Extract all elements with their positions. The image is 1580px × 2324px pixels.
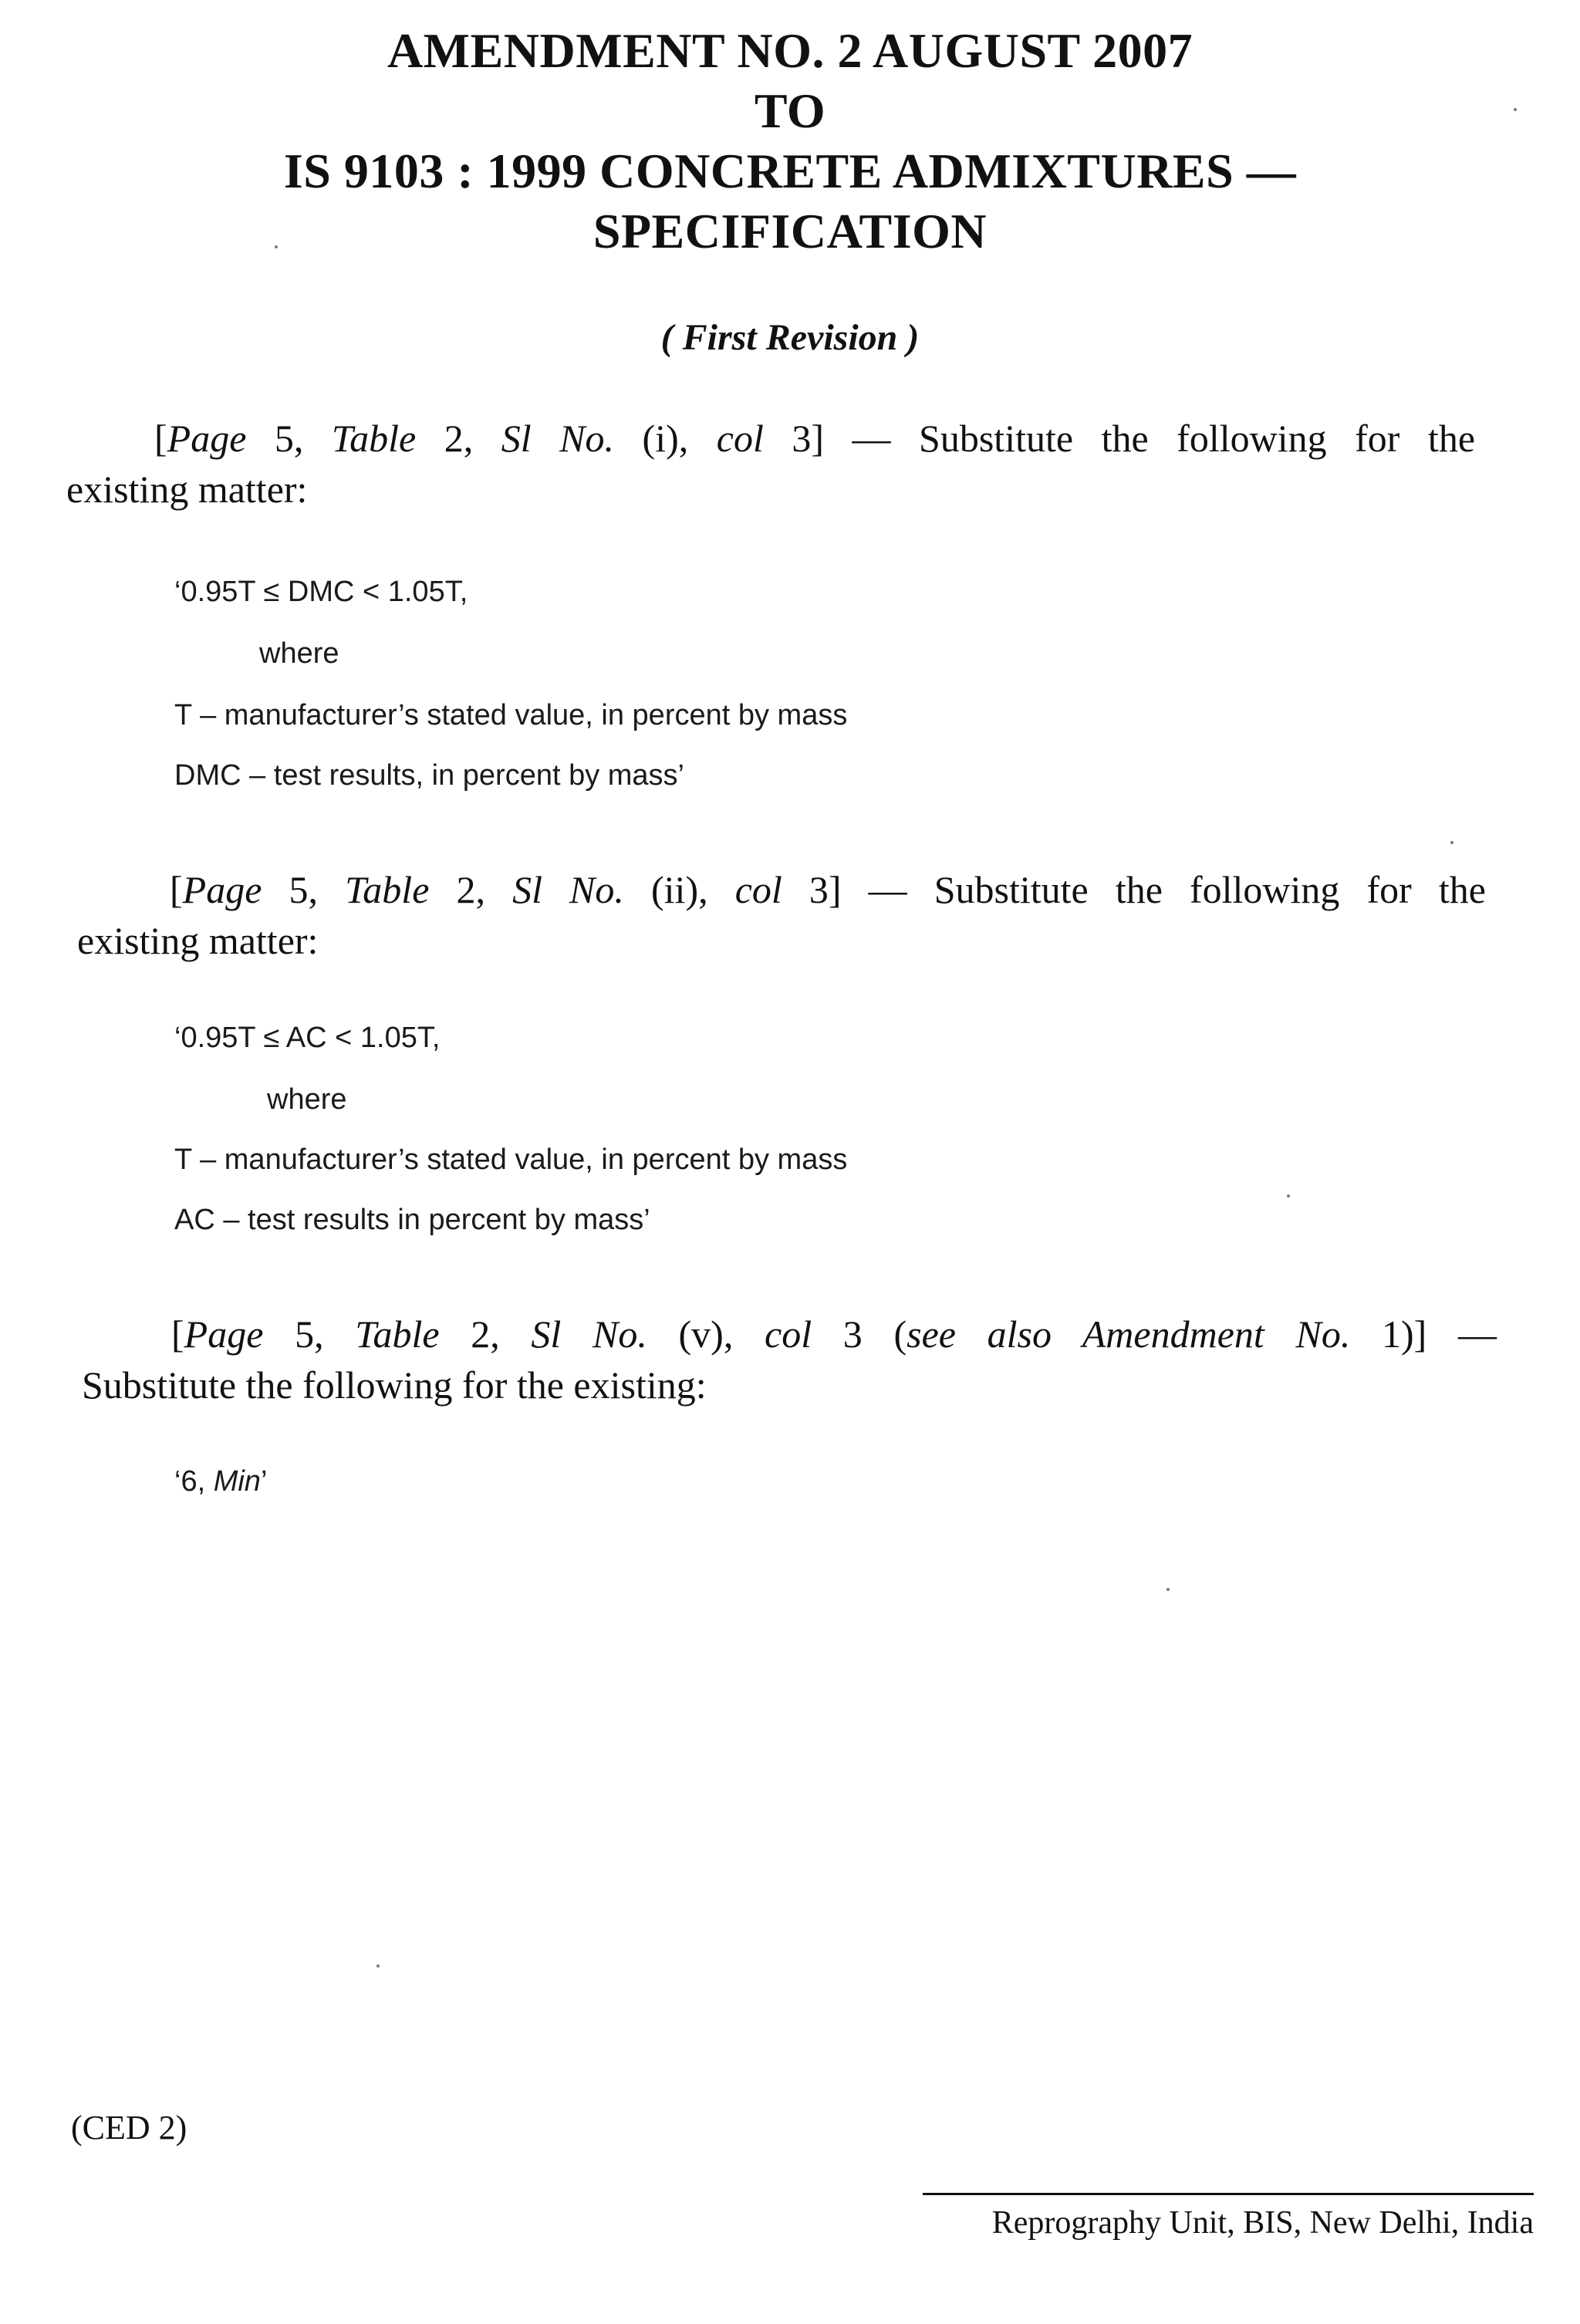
- amendment-2-formula: ‘0.95T ≤ AC < 1.05T,: [174, 1022, 441, 1054]
- footer-rule: [923, 2193, 1534, 2195]
- amendment-3-reference-continued: Substitute the following for the existing:: [82, 1363, 707, 1407]
- title-line-1: AMENDMENT NO. 2 AUGUST 2007: [387, 23, 1193, 78]
- revision-subtitle: ( First Revision ): [660, 317, 920, 358]
- title-line-4: SPECIFICATION: [592, 204, 988, 258]
- amendment-2-reference: [Page 5, Table 2, Sl No. (ii), col 3] — Substitute the following for the: [170, 868, 1487, 911]
- amendment-3-value: ‘6, Min’: [174, 1465, 268, 1498]
- scan-speck: [1287, 1194, 1290, 1197]
- amendment-1-reference: [Page 5, Table 2, Sl No. (i), col 3] — Substitute the following for the: [154, 417, 1476, 460]
- committee-code: (CED 2): [71, 2109, 187, 2147]
- amendment-3-reference: [Page 5, Table 2, Sl No. (v), col 3 (see also Amendment No. 1)] —: [171, 1312, 1497, 1356]
- amendment-2-where: where: [267, 1083, 347, 1116]
- amendment-1-reference-continued: existing matter:: [66, 468, 308, 511]
- amendment-2-definition-t: T – manufacturer’s stated value, in percent by mass: [174, 1143, 848, 1176]
- scan-speck: [376, 1964, 380, 1968]
- scan-speck: [275, 245, 278, 248]
- title-line-3: IS 9103 : 1999 CONCRETE ADMIXTURES —: [283, 144, 1297, 198]
- amendment-2-definition-ac: AC – test results in percent by mass’: [174, 1204, 650, 1236]
- scan-speck: [1514, 108, 1517, 111]
- amendment-1-where: where: [259, 637, 339, 670]
- amendment-1-definition-dmc: DMC – test results, in percent by mass’: [174, 759, 684, 792]
- scan-speck: [1450, 841, 1453, 844]
- amendment-1-formula: ‘0.95T ≤ DMC < 1.05T,: [174, 576, 468, 608]
- scan-speck: [1166, 1588, 1170, 1591]
- footer-imprint: Reprography Unit, BIS, New Delhi, India: [991, 2205, 1534, 2241]
- title-line-2: TO: [754, 83, 826, 138]
- amendment-2-reference-continued: existing matter:: [77, 919, 319, 962]
- amendment-1-definition-t: T – manufacturer’s stated value, in percent by mass: [174, 699, 848, 731]
